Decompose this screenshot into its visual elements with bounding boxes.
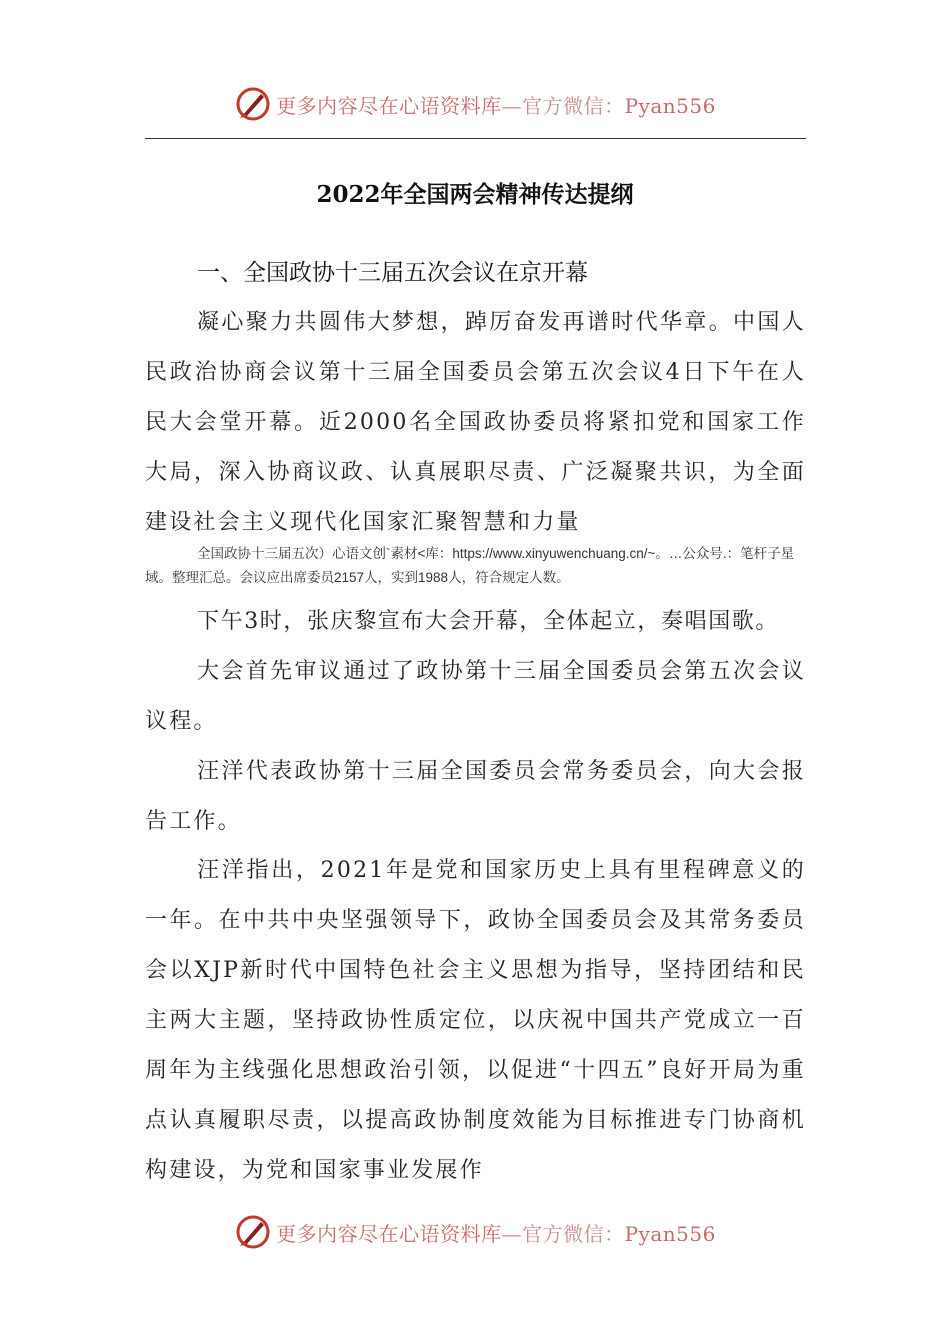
paragraph: 下午3时，张庆黎宣布大会开幕，全体起立，奏唱国歌。 [197,609,779,634]
banner-text: 更多内容尽在心语资料库—官方微信：Pyan556 [276,1221,716,1246]
paragraph: 汪洋代表政协第十三届全国委员会常务委员会，向大会报告工作。 [145,759,806,834]
paragraph: 大会首先审议通过了政协第十三届全国委员会第五次会议议程。 [145,659,806,734]
footer-banner [0,1210,950,1254]
paragraph: 汪洋指出，2021年是党和国家历史上具有里程碑意义的一年。在中共中央坚强领导下，政协全国委员会及其常务委员会以XJP新时代中国特色社会主义思想为指导，坚持团结和民主两大主题，坚持政协性质定位，以庆祝中国共产党成立一百周年为主线强化思想政治引领，以促进“十四五”良好开局为重点认真履职尽责，以提高政协制度效能为目标推进专门协商机构建设，为党和国家事业发展作 [145,858,806,1183]
section-heading: 一、全国政协十三届五次会议在京开幕 [197,260,588,286]
paragraph: 凝心聚力共圆伟大梦想，踔厉奋发再谱时代华章。中国人民政治协商会议第十三届全国委员会第五次会议4日下午在人民大会堂开幕。近2000名全国政协委员将紧扣党和国家工作大局，深入协商议政、认真展职尽责、广泛凝聚共识，为全面建设社会主义现代化国家汇聚智慧和力量 [145,310,806,535]
pen-nib-logo-icon [234,85,272,123]
source-note: 全国政协十三届五次）心语文创`素材<库：https://www.xinyuwenchuang.cn/~。…公众号.：笔杆子星域。整理汇总。会议应出席委员2157人，实到1988人，符合规定人数。 [145,546,795,585]
pen-nib-logo-icon [234,1213,272,1251]
banner-text: 更多内容尽在心语资料库—官方微信：Pyan556 [276,93,716,118]
header-banner [0,82,950,126]
header-divider [145,138,806,139]
document-title: 2022年全国两会精神传达提纲 [316,181,634,208]
